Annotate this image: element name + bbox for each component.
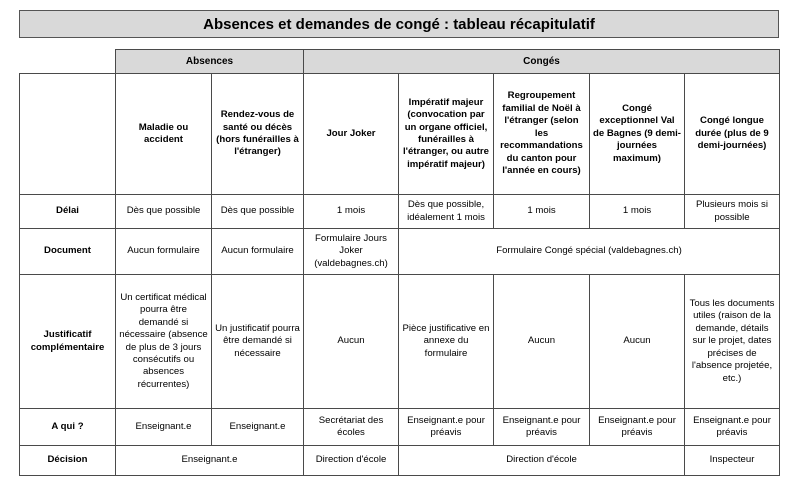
col-header-maladie: Maladie ou accident [116,74,212,195]
col-header-conge-longue-duree: Congé longue durée (plus de 9 demi-journées) [685,74,780,195]
cell-document-jour-joker: Formulaire Jours Joker (valdebagnes.ch) [304,229,399,275]
cell-a-qui-jour-joker: Secrétariat des écoles [304,409,399,446]
col-header-rendez-vous: Rendez-vous de santé ou décès (hors funérailles à l'étranger) [212,74,304,195]
column-header-row [20,74,780,195]
row-header-a-qui: A qui ? [20,409,116,446]
cell-decision-absences: Enseignant.e [116,446,304,476]
corner-cell [20,50,116,74]
group-header-row [20,50,780,74]
cell-justificatif-jour-joker: Aucun [304,275,399,409]
row-document [20,229,780,275]
col-header-regroupement-familial: Regroupement familial de Noël à l'étranger (selon les recommandations du canton pour l'année en cours) [494,74,590,195]
cell-justificatif-regroupement: Aucun [494,275,590,409]
empty-header-cell [20,74,116,195]
col-header-conge-exceptionnel: Congé exceptionnel Val de Bagnes (9 demi-journées maximum) [590,74,685,195]
cell-justificatif-longue: Tous les documents utiles (raison de la demande, détails sur le projet, dates précises de l'absence projetée, etc.) [685,275,780,409]
cell-document-conges: Formulaire Congé spécial (valdebagnes.ch) [399,229,780,275]
cell-a-qui-maladie: Enseignant.e [116,409,212,446]
cell-decision-jour-joker: Direction d'école [304,446,399,476]
row-justificatif [20,275,780,409]
col-header-jour-joker: Jour Joker [304,74,399,195]
row-header-document: Document [20,229,116,275]
row-header-decision: Décision [20,446,116,476]
cell-justificatif-rendez-vous: Un justificatif pourra être demandé si nécessaire [212,275,304,409]
row-a-qui [20,409,780,446]
row-header-delai: Délai [20,195,116,229]
summary-table [19,49,780,476]
cell-decision-longue: Inspecteur [685,446,780,476]
group-absences-header: Absences [116,50,304,74]
cell-document-rendez-vous: Aucun formulaire [212,229,304,275]
cell-delai-rendez-vous: Dès que possible [212,195,304,229]
cell-decision-conges-special: Direction d'école [399,446,685,476]
cell-a-qui-imperatif: Enseignant.e pour préavis [399,409,494,446]
cell-delai-jour-joker: 1 mois [304,195,399,229]
cell-delai-longue: Plusieurs mois si possible [685,195,780,229]
cell-delai-imperatif: Dès que possible, idéalement 1 mois [399,195,494,229]
cell-delai-regroupement: 1 mois [494,195,590,229]
cell-justificatif-exceptionnel: Aucun [590,275,685,409]
cell-document-maladie: Aucun formulaire [116,229,212,275]
cell-a-qui-longue: Enseignant.e pour préavis [685,409,780,446]
row-decision [20,446,780,476]
cell-justificatif-maladie: Un certificat médical pourra être demandé si nécessaire (absence de plus de 3 jours consécutifs ou absences récurrentes) [116,275,212,409]
col-header-imperatif-majeur: Impératif majeur (convocation par un organe officiel, funérailles à l'étranger, ou autre impératif majeur) [399,74,494,195]
page-title: Absences et demandes de congé : tableau récapitulatif [19,10,779,38]
cell-a-qui-rendez-vous: Enseignant.e [212,409,304,446]
cell-justificatif-imperatif: Pièce justificative en annexe du formulaire [399,275,494,409]
cell-delai-maladie: Dès que possible [116,195,212,229]
row-delai [20,195,780,229]
row-header-justificatif: Justificatif complémentaire [20,275,116,409]
cell-a-qui-exceptionnel: Enseignant.e pour préavis [590,409,685,446]
cell-delai-exceptionnel: 1 mois [590,195,685,229]
cell-a-qui-regroupement: Enseignant.e pour préavis [494,409,590,446]
group-conges-header: Congés [304,50,780,74]
